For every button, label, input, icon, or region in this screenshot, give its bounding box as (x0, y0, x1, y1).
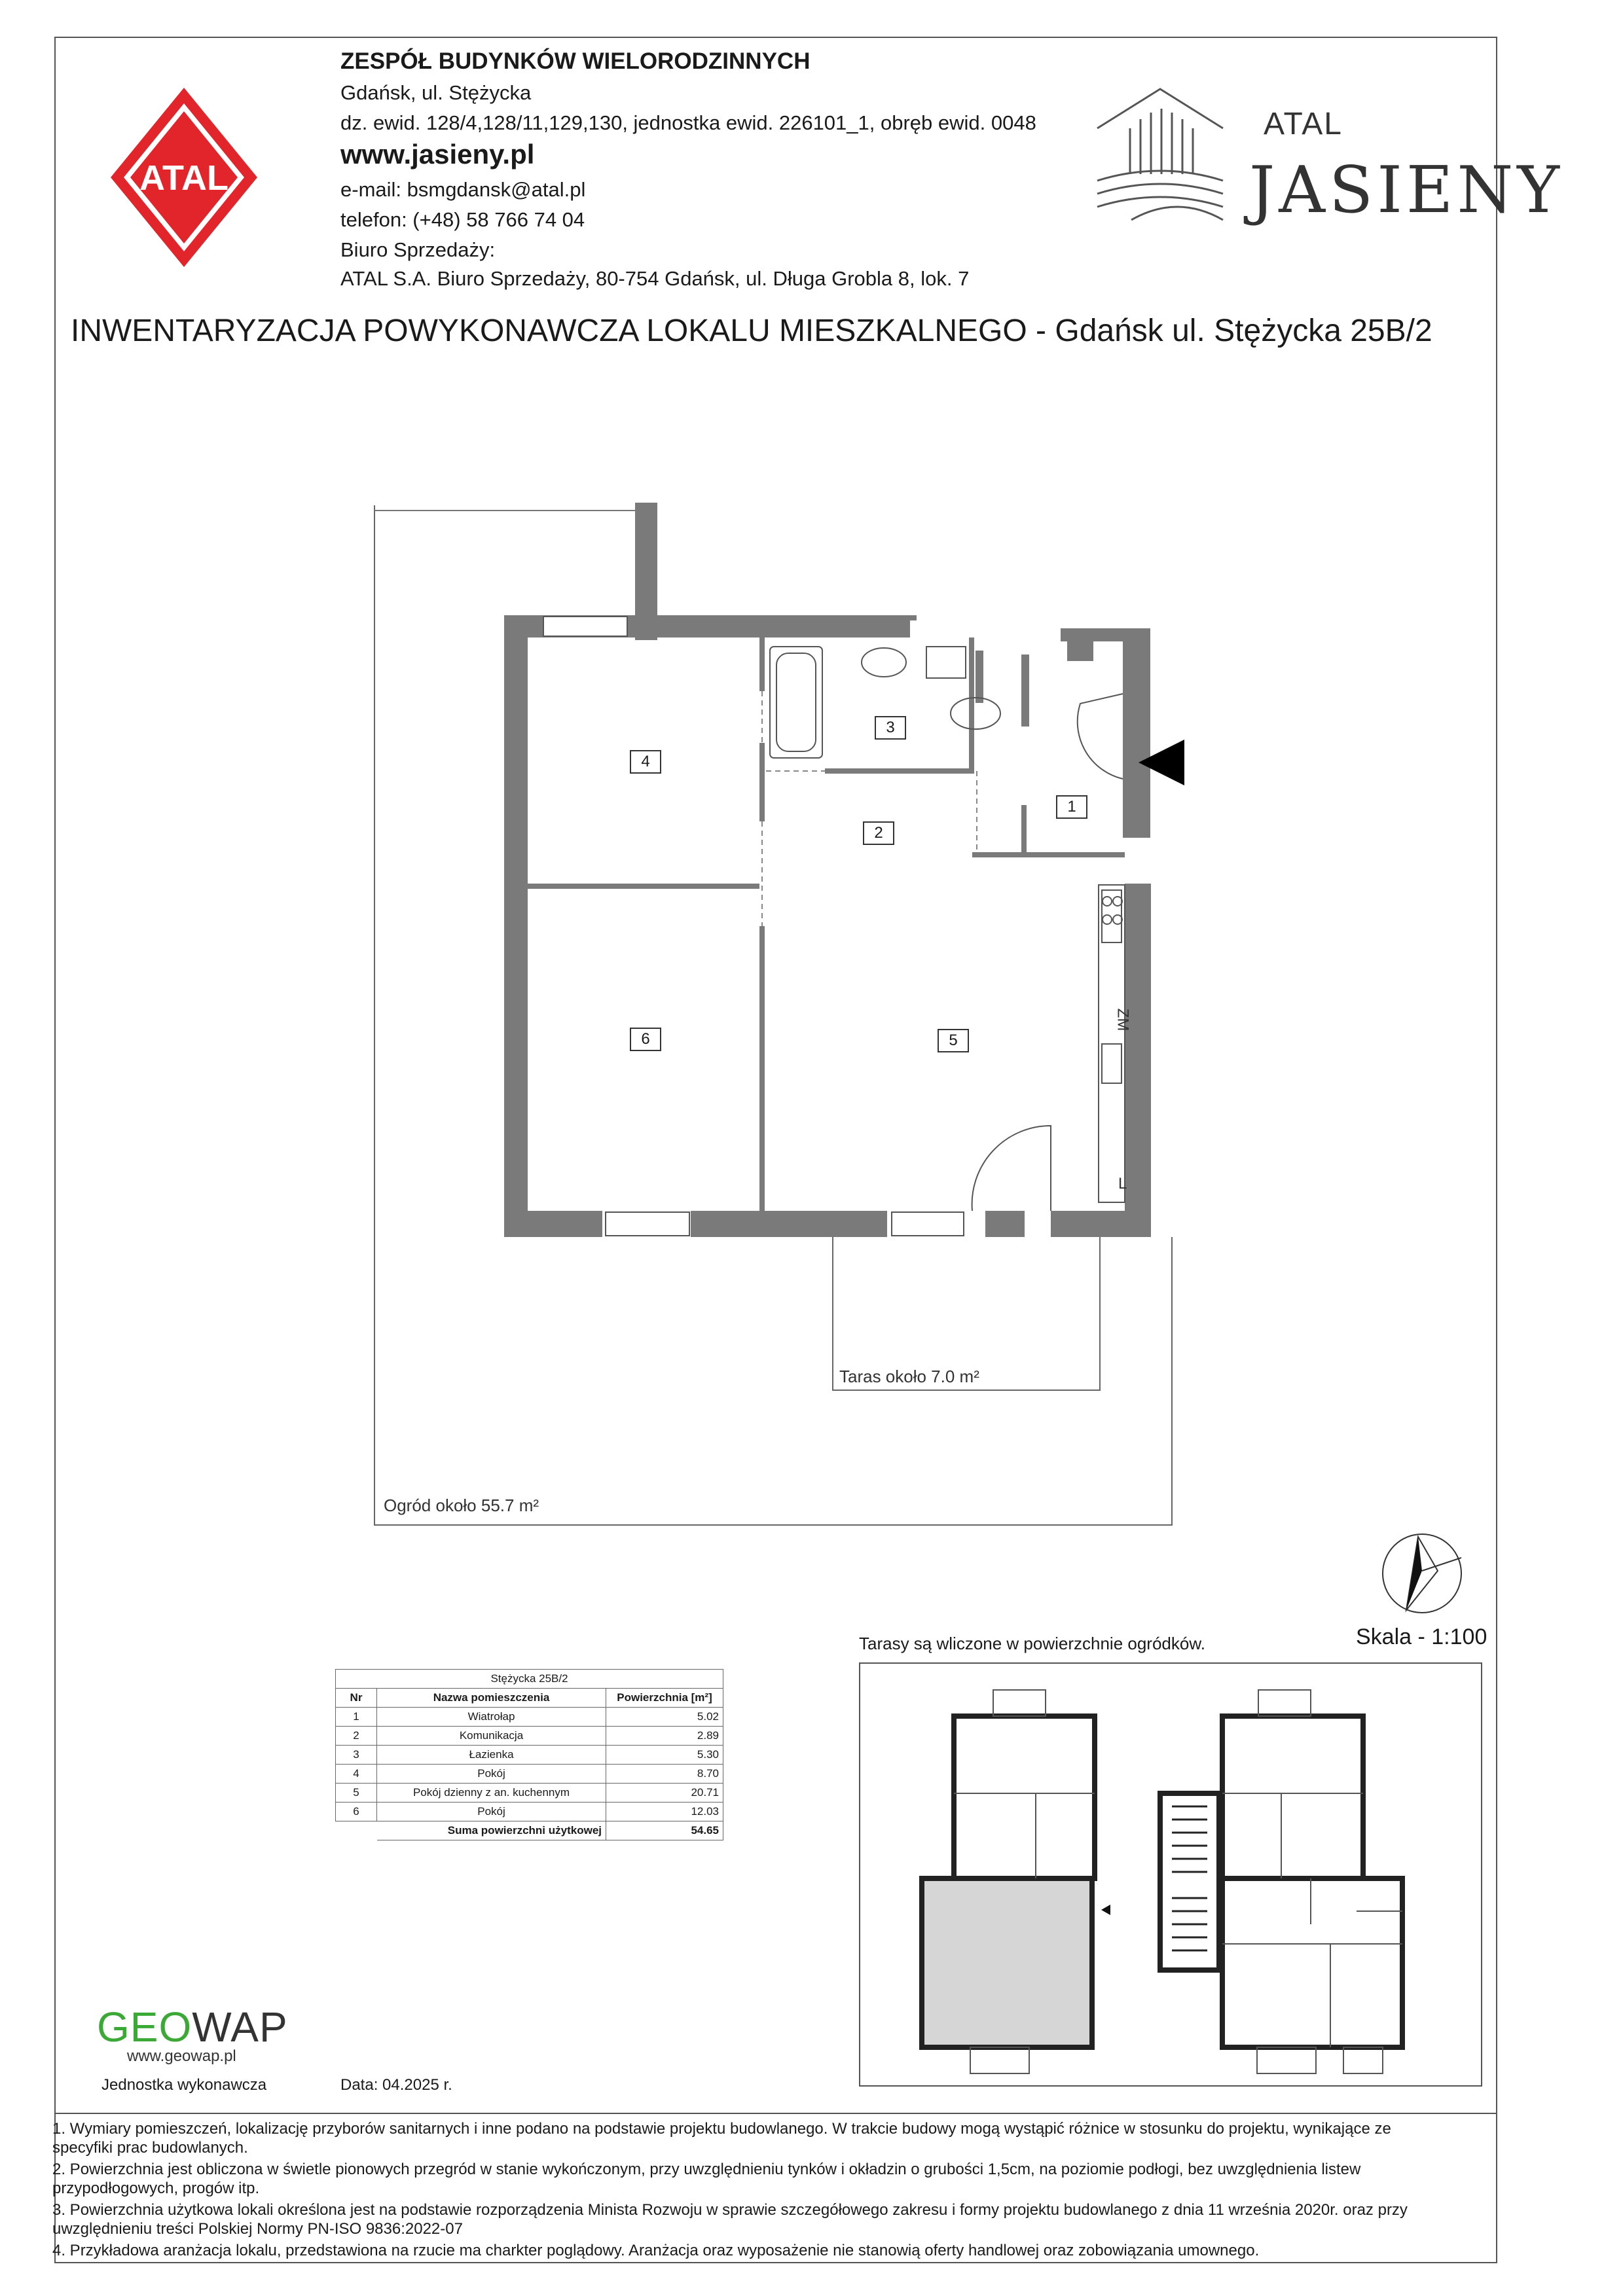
table-sum-label: Suma powierzchni użytkowej (377, 1821, 606, 1840)
brand-atal: ATAL (1264, 107, 1343, 141)
geowap-url[interactable]: www.geowap.pl (127, 2047, 236, 2065)
header-company: ZESPÓŁ BUDYNKÓW WIELORODZINNYCH (340, 48, 811, 74)
room-number-5: 5 (938, 1029, 969, 1052)
row-nr: 1 (336, 1708, 377, 1727)
table-caption: Stężycka 25B/2 (336, 1670, 723, 1689)
header-plot: dz. ewid. 128/4,128/11,129,130, jednostka ewid. 226101_1, obręb ewid. 0048 (340, 111, 1036, 134)
garden-label: Ogród około 55.7 m² (384, 1496, 539, 1515)
row-name: Pokój dzienny z an. kuchennym (377, 1784, 606, 1803)
row-name: Łazienka (377, 1746, 606, 1765)
row-area: 20.71 (606, 1784, 723, 1803)
floor-plan (367, 497, 1218, 1532)
row-nr: 6 (336, 1803, 377, 1821)
table-header-area: Powierzchnia [m²] (606, 1689, 723, 1708)
table-sum-value: 54.65 (606, 1821, 723, 1840)
room-number-6: 6 (630, 1028, 661, 1051)
header-office-address: ATAL S.A. Biuro Sprzedaży, 80-754 Gdańsk, ul. Długa Grobla 8, lok. 7 (340, 267, 970, 290)
note-3: 3. Powierzchnia użytkowa lokali określona jest na podstawie rozporządzenia Minista Rozwoju w sprawie szczegółowego zakresu i formy projektu budowlanego z dnia 11 września 2020r. oraz przy uwzględnieniu treści Polskiej Normy PN-ISO 9836:2022-07 (52, 2201, 1408, 2238)
table-row (336, 1803, 723, 1821)
terrace-label: Taras około 7.0 m² (839, 1367, 979, 1386)
note-4: 4. Przykładowa aranżacja lokalu, przedstawiona na rzucie ma charkter poglądowy. Aranżacja oraz wyposażenie nie stanowią oferty handlowej oraz zobowiązania umownego. (52, 2242, 1260, 2259)
date-label: Data: 04.2025 r. (340, 2076, 452, 2094)
row-area: 5.30 (606, 1746, 723, 1765)
room-table (335, 1669, 723, 1840)
geowap-logo-b: WAP (192, 2003, 288, 2051)
contractor-label: Jednostka wykonawcza (101, 2076, 267, 2094)
row-nr: 3 (336, 1746, 377, 1765)
atal-logo (107, 84, 261, 271)
table-row (336, 1765, 723, 1784)
svg-text:ATAL: ATAL (139, 158, 228, 198)
header-phone: telefon: (+48) 58 766 74 04 (340, 208, 585, 231)
north-arrow-icon (1380, 1532, 1464, 1615)
table-header-nr: Nr (336, 1689, 377, 1708)
terrace-note: Tarasy są wliczone w powierzchnie ogródków. (859, 1634, 1205, 1653)
room-number-2: 2 (863, 821, 894, 845)
row-name: Komunikacja (377, 1727, 606, 1746)
row-area: 12.03 (606, 1803, 723, 1821)
row-area: 8.70 (606, 1765, 723, 1784)
row-area: 2.89 (606, 1727, 723, 1746)
brand-jasieny: JASIENY (1249, 153, 1563, 228)
header-city: Gdańsk, ul. Stężycka (340, 81, 532, 104)
header-url[interactable]: www.jasieny.pl (340, 139, 535, 170)
row-name: Wiatrołap (377, 1708, 606, 1727)
building-key-plan (859, 1662, 1482, 2087)
room-number-3b: 3 (875, 716, 906, 740)
geowap-logo-a: GEO (97, 2003, 192, 2051)
table-row (336, 1727, 723, 1746)
page-title: INWENTARYZACJA POWYKONAWCZA LOKALU MIESZKALNEGO - Gdańsk ul. Stężycka 25B/2 (71, 314, 1432, 348)
dishwasher-label: L (1118, 1175, 1127, 1193)
header-email[interactable]: e-mail: bsmgdansk@atal.pl (340, 178, 586, 201)
row-area: 5.02 (606, 1708, 723, 1727)
header-office-label: Biuro Sprzedaży: (340, 238, 496, 261)
table-row (336, 1708, 723, 1727)
fridge-label: ZM (1114, 1008, 1132, 1031)
row-nr: 2 (336, 1727, 377, 1746)
room-number-4: 4 (630, 750, 661, 774)
scale-label: Skala - 1:100 (1356, 1624, 1487, 1649)
note-2: 2. Powierzchnia jest obliczona w świetle pionowych przegród w stanie wykończonym, przy uwzględnieniu tynków i okładzin o grubości 1,5cm, na poziomie podłogi, bez uwzględnienia listew przypodłogowych, progów itp. (52, 2161, 1361, 2197)
table-row (336, 1784, 723, 1803)
table-header-name: Nazwa pomieszczenia (377, 1689, 606, 1708)
table-row (336, 1746, 723, 1765)
row-name: Pokój (377, 1803, 606, 1821)
row-nr: 5 (336, 1784, 377, 1803)
room-number-1: 1 (1056, 795, 1087, 819)
jasieny-mark-icon (1092, 82, 1236, 226)
geowap-logo (97, 2003, 288, 2051)
notes-divider (54, 2113, 1497, 2114)
row-nr: 4 (336, 1765, 377, 1784)
row-name: Pokój (377, 1765, 606, 1784)
note-1: 1. Wymiary pomieszczeń, lokalizację przyborów sanitarnych i inne podano na podstawie projektu budowlanego. W trakcie budowy mogą wystąpić różnice w stosunku do projektu, wynikające ze specyfiki prac budowlanych. (52, 2120, 1391, 2157)
